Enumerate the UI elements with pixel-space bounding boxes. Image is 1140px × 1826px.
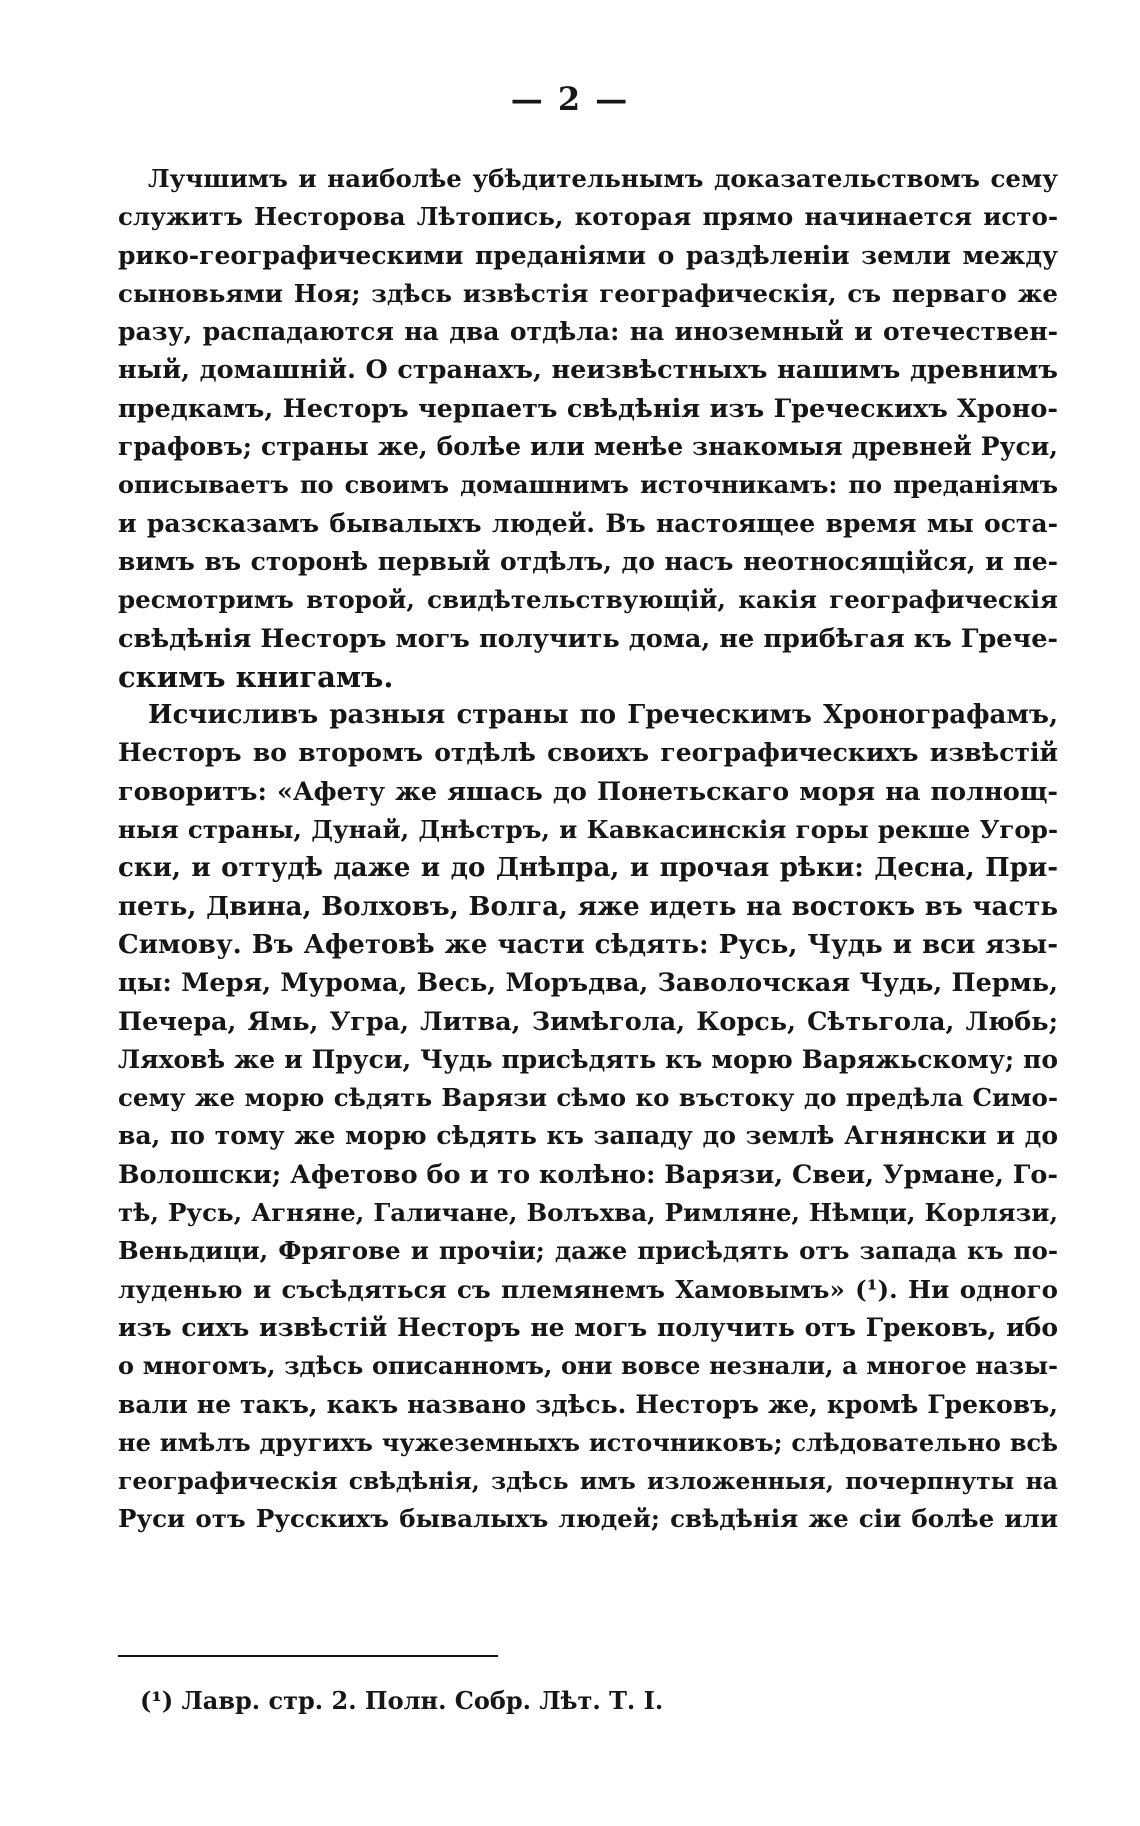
text-line: ныя страны, Дунай, Днѣстръ, и Кавкасинскія горы рекше Угор- bbox=[118, 815, 1058, 845]
text-line: сему же морю сѣдять Варязи сѣмо ко въстоку до предѣла Симо- bbox=[118, 1083, 1058, 1113]
text-line: скимъ книгамъ. bbox=[118, 659, 394, 694]
text-line: Печера, Ямь, Угра, Литва, Зимѣгола, Корсь, Сѣтьгола, Любь; bbox=[118, 1006, 1058, 1037]
text-line: географическія свѣдѣнія, здѣсь имъ изложенныя, почерпнуты на bbox=[118, 1467, 1058, 1496]
text-line: предкамъ, Несторъ черпаетъ свѣдѣнія изъ Греческихъ Хроно- bbox=[118, 393, 1058, 424]
footnote-divider bbox=[118, 1655, 498, 1657]
text-line: сыновьями Ноя; здѣсь извѣстія географическія, съ перваго же bbox=[118, 278, 1058, 308]
text-line: Волошски; Афетово бо и то колѣно: Варязи, Свеи, Урмане, Го- bbox=[118, 1159, 1058, 1190]
text-line: Несторъ во второмъ отдѣлѣ своихъ географическихъ извѣстій bbox=[118, 738, 1058, 768]
text-line: служитъ Несторова Лѣтопись, которая прямо начинается исто- bbox=[118, 202, 1058, 232]
text-line: не имѣлъ другихъ чужеземныхъ источниковъ; слѣдовательно всѣ bbox=[118, 1427, 1058, 1457]
text-line: тѣ, Русь, Агняне, Галичане, Волъхва, Римляне, Нѣмци, Корлязи, bbox=[118, 1198, 1058, 1228]
text-line: ски, и оттудѣ даже и до Днѣпра, и прочая рѣки: Десна, При- bbox=[118, 853, 1058, 884]
text-line: рико-географическими преданіями о раздѣленіи земли между bbox=[118, 240, 1058, 270]
text-line: графовъ; страны же, болѣе или менѣе знакомыя древней Руси, bbox=[118, 432, 1058, 462]
text-line: Лучшимъ и наиболѣе убѣдительнымъ доказательствомъ сему bbox=[148, 164, 1058, 193]
text-line: свѣдѣнія Несторъ могъ получить дома, не прибѣгая къ Грече- bbox=[118, 623, 1058, 654]
text-line: Руси отъ Русскихъ бывалыхъ людей; свѣдѣнія же сіи болѣе или bbox=[118, 1504, 1058, 1534]
page-number: — 2 — bbox=[510, 80, 630, 118]
text-line: Симову. Въ Афетовѣ же части сѣдять: Русь, Чудь и вси язы- bbox=[118, 929, 1058, 960]
text-line: цы: Меря, Мурома, Весь, Моръдва, Заволочская Чудь, Пермь, bbox=[118, 968, 1058, 999]
text-line: говоритъ: «Афету же яшась до Понетьскаго моря на полнощ- bbox=[118, 776, 1058, 807]
body-text bbox=[118, 160, 1058, 1539]
text-line: изъ сихъ извѣстій Несторъ не могъ получить отъ Грековъ, ибо bbox=[118, 1312, 1058, 1342]
text-line: описываетъ по своимъ домашнимъ источникамъ: по преданіямъ bbox=[118, 470, 1058, 500]
text-line: Ляховѣ же и Пруси, Чудь присѣдять къ морю Варяжьскому; по bbox=[118, 1044, 1058, 1074]
text-line: ный, домашній. О странахъ, неизвѣстныхъ нашимъ древнимъ bbox=[118, 355, 1058, 386]
text-line: Исчисливъ разныя страны по Греческимъ Хронографамъ, bbox=[148, 700, 1058, 731]
text-line: ва, по тому же морю сѣдять къ западу до землѣ Агнянски и до bbox=[118, 1121, 1058, 1151]
text-line: разу, распадаются на два отдѣла: на иноземный и отечествен- bbox=[118, 317, 1058, 347]
text-line: ресмотримъ второй, свидѣтельствующій, какія географическія bbox=[118, 585, 1058, 615]
text-line: и разсказамъ бывалыхъ людей. Въ настоящее время мы оста- bbox=[118, 508, 1058, 538]
footnote: (¹) Лавр. стр. 2. Полн. Собр. Лѣт. Т. I. bbox=[140, 1686, 664, 1715]
text-line: вали не такъ, какъ названо здѣсь. Несторъ же, кромѣ Грековъ, bbox=[118, 1389, 1058, 1419]
text-line: петь, Двина, Волховъ, Волга, яже идеть на востокъ въ часть bbox=[118, 891, 1058, 922]
text-line: луденью и съсѣдяться съ племянемъ Хамовымъ» (¹). Ни одного bbox=[118, 1274, 1058, 1304]
text-line: о многомъ, здѣсь описанномъ, они вовсе незнали, а многое назы- bbox=[118, 1351, 1058, 1381]
text-line: вимъ въ сторонѣ первый отдѣлъ, до насъ неотносящійся, и пе- bbox=[118, 546, 1058, 576]
text-line: Веньдици, Фрягове и прочіи; даже присѣдять отъ запада къ по- bbox=[118, 1236, 1058, 1266]
